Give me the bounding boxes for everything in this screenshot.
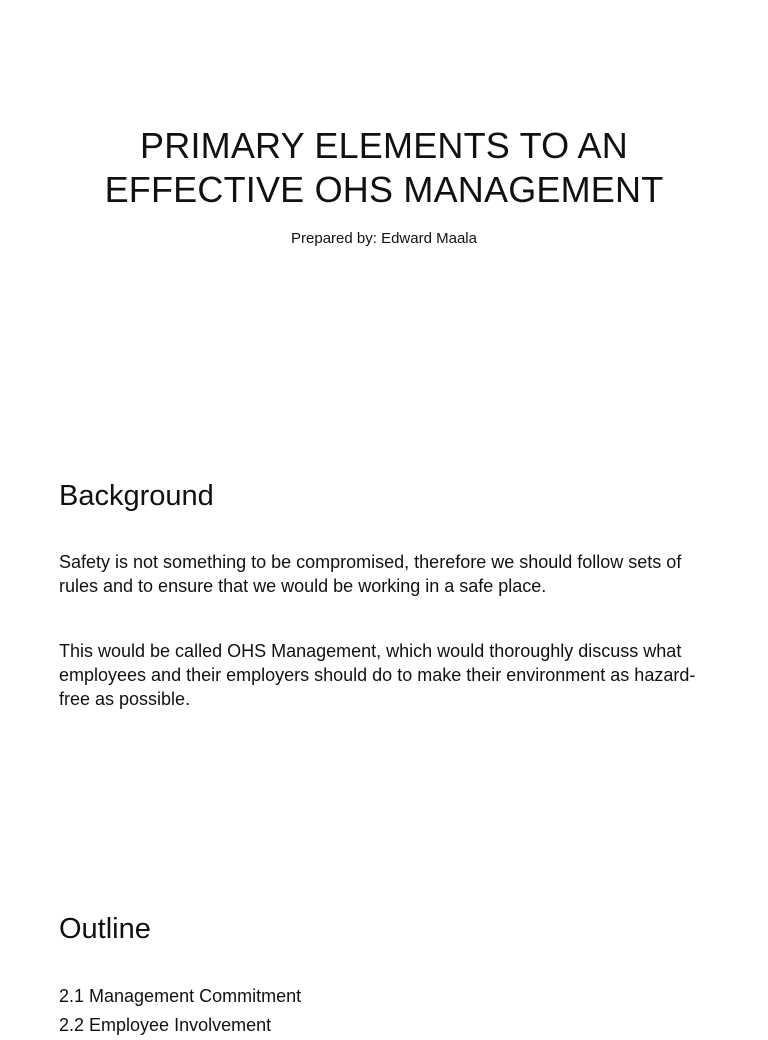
title-line-2: EFFECTIVE OHS MANAGEMENT [104, 169, 664, 210]
title-line-1: PRIMARY ELEMENTS TO AN [140, 125, 628, 166]
background-paragraph-2: This would be called OHS Management, which would thoroughly discuss what employees and their employers should do to make their environment as hazard-free as possible. [59, 641, 696, 709]
outline-list [59, 982, 301, 1040]
background-paragraph-1: Safety is not something to be compromised, therefore we should follow sets of rules and to ensure that we would be working in a safe place. [59, 552, 682, 596]
slide-title [0, 0, 768, 432]
outline-item: 2.1 Management Commitment [59, 986, 302, 1006]
slide-outline [0, 866, 768, 1035]
presentation-title [40, 124, 728, 212]
author-subtitle: Prepared by: Edward Maala [291, 230, 477, 247]
background-heading: Background [59, 480, 214, 512]
slide-background [0, 433, 768, 865]
outline-item: 2.2 Employee Involvement [59, 1015, 272, 1035]
outline-heading: Outline [59, 913, 151, 945]
